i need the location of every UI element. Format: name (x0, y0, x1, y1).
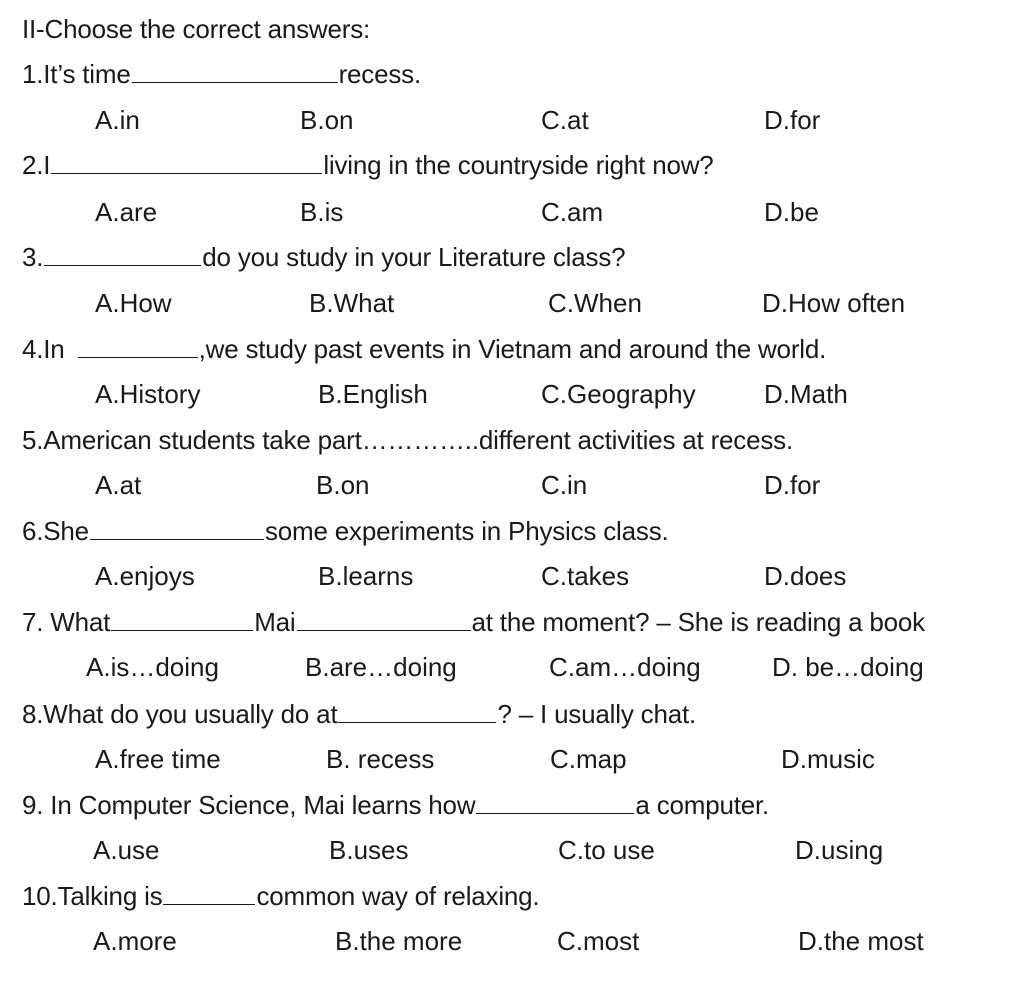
answer-blank (51, 151, 322, 174)
option-d: D.does (764, 561, 847, 591)
question-4 (22, 334, 826, 364)
option-c: C.Geography (541, 379, 696, 409)
option-c: C.in (541, 470, 588, 500)
option-c: C.at (541, 105, 589, 135)
question-text: a computer. (635, 790, 770, 820)
option-c: C.map (550, 744, 627, 774)
option-d: D.for (764, 470, 821, 500)
question-text: recess. (338, 59, 421, 89)
answer-blank (90, 517, 264, 540)
option-b: B.What (309, 288, 395, 318)
option-a: A.in (95, 105, 140, 135)
option-b: B.on (300, 105, 354, 135)
question-5: 5.American students take part…………..different activities at recess. (22, 425, 793, 455)
question-1 (22, 59, 421, 89)
option-a: A.enjoys (95, 561, 195, 591)
question-text: 2.I (22, 150, 51, 180)
question-text: 1.It’s time (22, 59, 131, 89)
question-8 (22, 699, 696, 729)
question-2 (22, 150, 714, 180)
option-c: C.to use (558, 835, 655, 865)
option-d: D.for (764, 105, 821, 135)
answer-blank (476, 791, 634, 814)
option-d: D.How often (762, 288, 906, 318)
answer-blank (297, 608, 471, 631)
question-text: 4.In (22, 334, 72, 364)
answer-blank (78, 335, 198, 358)
question-text: at the moment? – She is reading a book (471, 607, 925, 637)
answer-blank (338, 700, 496, 723)
question-text: 9. In Computer Science, Mai learns how (22, 790, 476, 820)
question-text: 10.Talking is (22, 881, 163, 911)
question-text: 7. What (22, 607, 111, 637)
option-d: D. be…doing (772, 652, 924, 682)
option-d: D.Math (764, 379, 848, 409)
option-c: C.am (541, 197, 604, 227)
option-b: B.is (300, 197, 344, 227)
option-a: A.use (93, 835, 160, 865)
option-d: D.the most (798, 926, 924, 956)
option-a: A.How (95, 288, 172, 318)
option-b: B. recess (326, 744, 435, 774)
option-c: C.takes (541, 561, 630, 591)
question-text: common way of relaxing. (256, 881, 540, 911)
question-6 (22, 516, 669, 546)
option-b: B.are…doing (305, 652, 457, 682)
answer-blank (44, 243, 201, 266)
question-text: 6.She (22, 516, 89, 546)
question-3 (22, 242, 625, 272)
option-a: A.History (95, 379, 201, 409)
question-text: ? – I usually chat. (497, 699, 697, 729)
answer-blank (132, 60, 338, 83)
question-text: 3. (22, 242, 44, 272)
option-a: A.at (95, 470, 142, 500)
question-text: ,we study past events in Vietnam and around the world. (198, 334, 827, 364)
answer-blank (111, 608, 253, 631)
option-c: C.am…doing (549, 652, 701, 682)
option-a: A.is…doing (86, 652, 219, 682)
question-text: do you study in your Literature class? (202, 242, 626, 272)
question-text: living in the countryside right now? (323, 150, 714, 180)
option-a: A.more (93, 926, 177, 956)
question-text: Mai (254, 607, 296, 637)
question-10 (22, 881, 539, 911)
option-a: A.are (95, 197, 158, 227)
option-b: B.uses (329, 835, 409, 865)
option-a: A.free time (95, 744, 221, 774)
question-7 (22, 607, 925, 637)
question-text: some experiments in Physics class. (264, 516, 669, 546)
option-c: C.When (548, 288, 642, 318)
option-d: D.music (781, 744, 875, 774)
option-b: B.learns (318, 561, 414, 591)
answer-blank (163, 882, 255, 905)
option-d: D.using (795, 835, 884, 865)
option-b: B.English (318, 379, 428, 409)
option-b: B.on (316, 470, 370, 500)
section-heading: II-Choose the correct answers: (22, 14, 371, 44)
question-text: 8.What do you usually do at (22, 699, 338, 729)
option-c: C.most (557, 926, 640, 956)
question-9 (22, 790, 769, 820)
option-d: D.be (764, 197, 819, 227)
option-b: B.the more (335, 926, 463, 956)
